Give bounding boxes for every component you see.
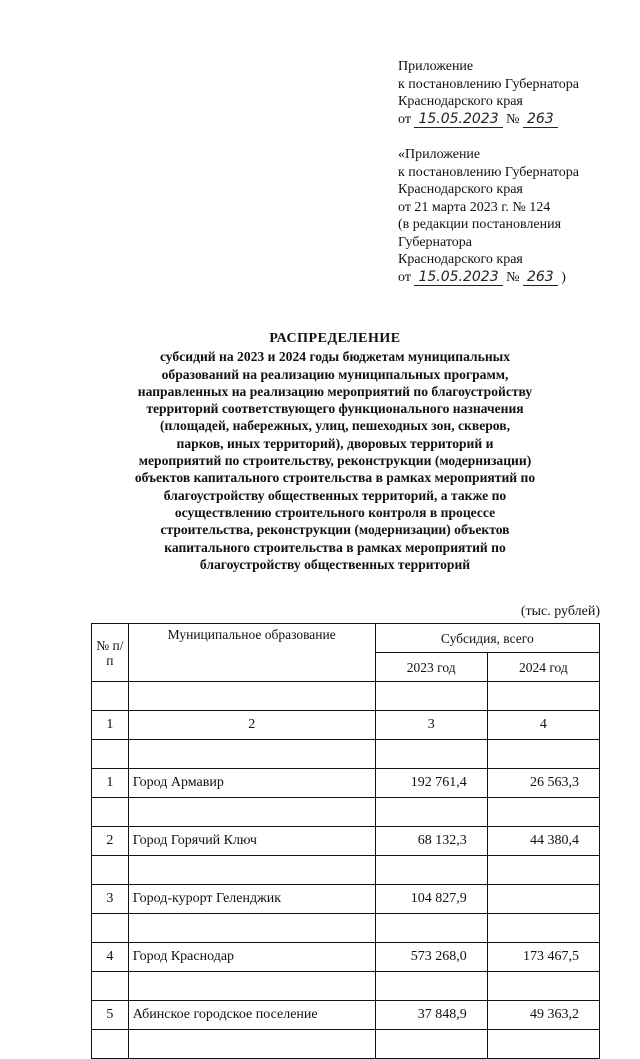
table-index-row — [92, 711, 600, 740]
document-title — [105, 330, 565, 573]
appendix-line: Приложение — [398, 59, 474, 74]
row-value-2024: 26 563,3 — [487, 769, 599, 798]
header-num: № п/п — [92, 624, 129, 682]
title-line: (площадей, набережных, улиц, пешеходных зон, скверов, — [159, 418, 511, 434]
row-value-2024: 173 467,5 — [487, 943, 599, 972]
row-value-2023: 192 761,4 — [375, 769, 487, 798]
header-2023: 2023 год — [375, 653, 487, 682]
title-line: строительства, реконструкции (модернизации) объектов — [160, 522, 510, 538]
appendix-line: к постановлению Губернатора — [398, 76, 579, 92]
row-num: 1 — [92, 769, 129, 798]
appendix-date-line — [398, 111, 579, 129]
handwritten-date: 15.05.2023 — [414, 269, 502, 286]
table-row — [92, 943, 600, 972]
title-line: осуществлению строительного контроля в процессе — [174, 504, 496, 520]
number-label: № — [506, 269, 520, 285]
index-cell: 2 — [128, 711, 375, 740]
table-row — [92, 1001, 600, 1030]
row-municipality: Город Армавир — [128, 769, 375, 798]
appendix-line: к постановлению Губернатора — [398, 164, 579, 180]
header-2024: 2024 год — [487, 653, 599, 682]
handwritten-date: 15.05.2023 — [414, 111, 502, 128]
row-value-2023: 573 268,0 — [375, 943, 487, 972]
title-line: капитального строительства в рамках мероприятий по — [164, 539, 506, 555]
appendix-line: Краснодарского края — [398, 182, 523, 197]
appendix-block — [398, 58, 579, 128]
title-line: благоустройству общественных территорий — [199, 556, 471, 572]
row-value-2024: 44 380,4 — [487, 827, 599, 856]
table-gap — [92, 856, 600, 885]
table-gap — [92, 740, 600, 769]
header-subsidy: Субсидия, всего — [375, 624, 599, 653]
appendix-line: Краснодарского края — [398, 252, 523, 267]
from-label: от — [398, 269, 411, 285]
title-line: благоустройству общественных территорий, а также по — [163, 487, 507, 503]
number-label: № — [506, 111, 520, 127]
appendix-line: от 21 марта 2023 г. № 124 — [398, 199, 551, 215]
table-gap — [92, 914, 600, 943]
row-value-2024: 49 363,2 — [487, 1001, 599, 1030]
appendix-line: (в редакции постановления — [398, 217, 562, 232]
row-num: 2 — [92, 827, 129, 856]
handwritten-number: 263 — [523, 269, 558, 286]
title-line: парков, иных территорий), дворовых территорий и — [176, 435, 494, 451]
row-num: 3 — [92, 885, 129, 914]
table-gap — [92, 682, 600, 711]
subsidy-table — [91, 623, 600, 1059]
index-cell: 4 — [487, 711, 599, 740]
row-value-2024 — [487, 885, 599, 914]
from-label: от — [398, 111, 411, 127]
closing-paren: ) — [561, 269, 566, 285]
title-line: территорий соответствующего функционального назначения — [146, 401, 524, 417]
table-row — [92, 769, 600, 798]
title-line: объектов капитального строительства в рамках мероприятий по — [134, 470, 536, 486]
header-municipality: Муниципальное образование — [128, 624, 375, 682]
table-gap — [92, 798, 600, 827]
table-gap — [92, 1030, 600, 1059]
row-num: 4 — [92, 943, 129, 972]
row-value-2023: 37 848,9 — [375, 1001, 487, 1030]
row-value-2023: 104 827,9 — [375, 885, 487, 914]
table-row — [92, 885, 600, 914]
appendix-revision-block — [398, 146, 579, 286]
row-municipality: Город-курорт Геленджик — [128, 885, 375, 914]
appendix-line: Губернатора — [398, 234, 473, 250]
index-cell: 3 — [375, 711, 487, 740]
table-header-row — [92, 624, 600, 653]
appendix-line: Краснодарского края — [398, 94, 523, 109]
units-label: (тыс. рублей) — [520, 604, 600, 619]
title-line: субсидий на 2023 и 2024 годы бюджетам муниципальных — [159, 349, 511, 365]
title-line: направленных на реализацию мероприятий по благоустройству — [137, 383, 533, 399]
title-line: мероприятий по строительству, реконструкции (модернизации) — [138, 453, 532, 469]
appendix-line: «Приложение — [398, 147, 481, 162]
row-num: 5 — [92, 1001, 129, 1030]
row-municipality: Абинское городское поселение — [128, 1001, 375, 1030]
row-municipality: Город Горячий Ключ — [128, 827, 375, 856]
table-gap — [92, 972, 600, 1001]
appendix-date-line — [398, 269, 579, 287]
index-cell: 1 — [92, 711, 129, 740]
title-line: образований на реализацию муниципальных программ, — [161, 366, 509, 382]
table-row — [92, 827, 600, 856]
row-value-2023: 68 132,3 — [375, 827, 487, 856]
row-municipality: Город Краснодар — [128, 943, 375, 972]
handwritten-number: 263 — [523, 111, 558, 128]
title-heading: РАСПРЕДЕЛЕНИЕ — [269, 331, 401, 346]
